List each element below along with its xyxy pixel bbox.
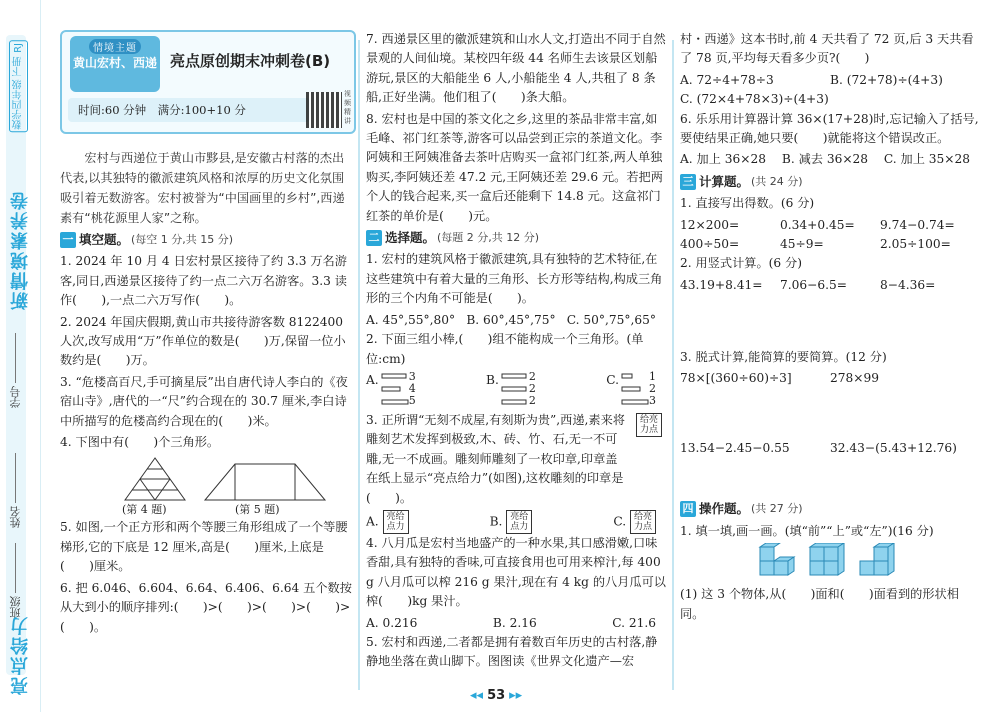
name-field[interactable] bbox=[8, 450, 24, 528]
option-b[interactable]: B. 减去 36×28 bbox=[781, 152, 869, 167]
triangle-figures bbox=[60, 454, 352, 518]
topic-name: 黄山宏村、西递 bbox=[72, 56, 157, 70]
choice-4-options bbox=[366, 614, 666, 633]
section-note: (每空 1 分,共 15 分) bbox=[131, 233, 234, 246]
stamp-image: 给亮力点 bbox=[636, 413, 662, 437]
cube-stack-icon bbox=[758, 543, 898, 583]
section-number: 一 bbox=[60, 232, 76, 248]
calc-item[interactable]: 7.06−6.5= bbox=[780, 277, 847, 292]
trapezoid-figure-5 bbox=[205, 464, 325, 500]
section-1-heading bbox=[60, 230, 352, 249]
section-number: 三 bbox=[680, 174, 696, 190]
question-1: 1. 2024 年 10 月 4 日宏村景区接待了约 3.3 万名游客,同日,西递景区接待了约一点二六万名游客。3.3 读作( ),一点二六万写作( )。 bbox=[60, 254, 347, 308]
choice-6-options bbox=[680, 150, 980, 169]
section-number: 四 bbox=[680, 501, 696, 517]
question-3: 3. “危楼高百尺,手可摘星辰”出自唐代诗人李白的《夜宿山寺》,唐代的一“尺”约合现在的 30.7 厘米,李白诗中所描写的危楼高约合现在的( )米。 bbox=[60, 374, 348, 428]
figure-5-caption: (第 5 题) bbox=[235, 503, 280, 517]
question-7: 7. 西递景区里的徽派建筑和山水人文,打造出不同于自然景观的人间仙境。某校四年级 44 名师生去该景区划船游玩,景区的大船能坐 6 人,小船能坐 4 人,共租了 8 条船,正好坐满。他们租了( )条大船。 bbox=[366, 32, 666, 105]
id-field[interactable] bbox=[8, 330, 24, 408]
option-a[interactable]: A. 亮给点力 bbox=[366, 510, 409, 534]
subject-label: 数学四年级 下册 RJ bbox=[9, 40, 28, 132]
option-a[interactable]: A. 72÷4+78÷3 bbox=[680, 72, 774, 87]
question-6: 6. 把 6.046、6.604、6.64、6.406、6.64 五个数按从大到小的顺序排列:( )>( )>( )>( )>( )。 bbox=[60, 580, 352, 634]
option-c[interactable]: C. 加上 35×28 bbox=[883, 152, 970, 167]
exam-header bbox=[60, 30, 356, 134]
section-title: 填空题。 bbox=[79, 232, 130, 247]
qr-code-icon[interactable] bbox=[306, 92, 342, 128]
section-3-heading bbox=[680, 172, 980, 191]
section-title: 选择题。 bbox=[385, 230, 436, 246]
exam-title: 亮点原创期末冲刺卷(B) bbox=[170, 52, 331, 70]
calc-item[interactable]: 2.05÷100= bbox=[880, 237, 951, 252]
calc-item[interactable]: 0.34+0.45= bbox=[780, 217, 855, 232]
brand-title-top: 新情境素养卷 bbox=[10, 190, 31, 310]
option-c[interactable]: C. (72×4+78×3)÷(4+3) bbox=[680, 92, 829, 107]
choice-3: 3. 正所谓“无刻不成屋,有刻斯为贵”,西递,素来将雕刻艺术发挥到极致,木、砖、竹、石,无一不可雕,无一不成画。雕刻师雕刻了一枚印章,印章盖在纸上显示“亮点给力”(如图),这枚雕刻的印章是( )。 给亮力点 bbox=[366, 411, 666, 508]
operation-1: 1. 填一填,画一画。(填“前”“上”或“左”)(16 分) bbox=[680, 523, 934, 538]
class-label: 班级 bbox=[9, 596, 22, 618]
question-8: 8. 宏村也是中国的茶文化之乡,这里的茶品非常丰富,如毛峰、祁门红茶等,游客可以品尝到正宗的茶道文化。李阿姨和王阿姨准备去茶叶店购买一盒祁门红茶,两人单独购买,李阿姨还差 47.2 元,王阿姨还差 29.6 元。若把两个人的钱合起来,买一盒后还能剩下 14.8 元。这盒祁门红茶的单价是( )元。 bbox=[366, 111, 663, 223]
section-note: (每题 2 分,共 12 分) bbox=[437, 231, 540, 245]
calc-1-items bbox=[680, 216, 980, 255]
intro-paragraph: 宏村与西递位于黄山市黟县,是安徽古村落的杰出代表,以其独特的徽派建筑风格和浓厚的历史文化氛围吸引着无数游客。宏村被誉为“中国画里的乡村”,西递素有“桃花源里人家”之称。 bbox=[60, 151, 345, 225]
column-2 bbox=[366, 30, 666, 674]
option-a[interactable]: A. 3 4 5 bbox=[366, 369, 416, 407]
section-number: 二 bbox=[366, 230, 382, 246]
calc-item[interactable]: 45÷9= bbox=[780, 237, 824, 252]
sidebar bbox=[0, 0, 41, 712]
sticks-icon bbox=[499, 371, 529, 409]
option-b[interactable]: B. 亮给点力 bbox=[490, 510, 533, 534]
figures-4-5 bbox=[60, 454, 352, 518]
choice-1: 1. 宏村的建筑风格于徽派建筑,具有独特的艺术特征,在这些建筑中有着大量的三角形、长方形等结构,构成三角形的三个内角不可能是( )。 bbox=[366, 252, 663, 306]
column-divider bbox=[358, 40, 360, 690]
page-number: ◂◂ 53 ▸▸ bbox=[470, 688, 523, 703]
option-a[interactable]: A. 加上 36×28 bbox=[680, 152, 767, 167]
option-b[interactable]: B. 2.16 bbox=[492, 615, 537, 630]
question-2: 2. 2024 年国庆假期,黄山市共接待游客数 8122400 人次,改写成用“万”作单位的数是( )万,保留一位小数约是( )万。 bbox=[60, 314, 346, 368]
section-note: (共 24 分) bbox=[751, 174, 803, 188]
stamp-option-c: 给亮力点 bbox=[630, 510, 656, 534]
option-b[interactable]: B. 2 2 2 bbox=[486, 369, 536, 407]
section-4-heading bbox=[680, 499, 980, 518]
name-label: 姓名 bbox=[9, 506, 22, 528]
option-a[interactable]: A. 45°,55°,80° bbox=[366, 312, 456, 327]
option-c[interactable]: C. 给亮力点 bbox=[613, 510, 656, 534]
stamp-option-a: 亮给点力 bbox=[383, 510, 409, 534]
triangle-figure-4 bbox=[125, 458, 185, 500]
section-title: 计算题。 bbox=[699, 173, 750, 189]
calc-item[interactable]: 9.74−0.74= bbox=[880, 217, 955, 232]
option-c[interactable]: C. 1 2 3 bbox=[606, 369, 656, 407]
section-2-heading bbox=[366, 228, 666, 247]
calc-item[interactable]: 400÷50= bbox=[680, 237, 740, 252]
choice-2: 2. 下面三组小棒,( )组不能构成一个三角形。(单位:cm) bbox=[366, 332, 644, 366]
calc-item[interactable]: 78×[(360÷60)÷3] bbox=[680, 371, 792, 386]
calc-item[interactable]: 13.54−2.45−0.55 bbox=[680, 441, 790, 456]
column-divider bbox=[672, 40, 674, 690]
column-3 bbox=[680, 30, 980, 626]
topic-badge bbox=[70, 36, 160, 92]
figure-4-caption: (第 4 题) bbox=[122, 503, 167, 517]
choice-2-options bbox=[366, 371, 666, 411]
brand-title-bottom: 亮点给力 bbox=[10, 615, 31, 695]
class-field[interactable] bbox=[8, 540, 24, 618]
calc-item[interactable]: 32.43−(5.43+12.76) bbox=[830, 441, 957, 456]
id-label: 学号 bbox=[9, 386, 22, 408]
sticks-icon bbox=[379, 371, 409, 409]
calc-item[interactable]: 8−4.36= bbox=[880, 277, 936, 292]
option-b[interactable]: B. (72+78)÷(4+3) bbox=[830, 72, 943, 87]
choice-5-continued: 村・西递》这本书时,前 4 天共看了 72 页,后 3 天共看了 78 页,平均每天看多少页?( ) bbox=[680, 32, 974, 66]
option-b[interactable]: B. 60°,45°,75° bbox=[466, 312, 556, 327]
cube-figures bbox=[680, 543, 980, 585]
calc-2: 2. 用竖式计算。(6 分) bbox=[680, 256, 802, 271]
section-note: (共 27 分) bbox=[751, 502, 803, 516]
stamp-option-b: 亮给点力 bbox=[506, 510, 532, 534]
calc-1: 1. 直接写出得数。(6 分) bbox=[680, 196, 815, 211]
time-info: 时间:60 分钟 满分:100+10 分 bbox=[68, 98, 310, 122]
calc-3: 3. 脱式计算,能简算的要简算。(12 分) bbox=[680, 349, 887, 364]
option-a[interactable]: A. 0.216 bbox=[366, 615, 418, 630]
option-c[interactable]: C. 21.6 bbox=[612, 615, 656, 630]
calc-2-items bbox=[680, 276, 980, 348]
choice-4: 4. 八月瓜是宏村当地盛产的一种水果,其口感滑嫩,口味香甜,具有独特的香味,可直接食用也可用来榨汁,每 400 g 八月瓜可以榨 216 g 果汁,现在有 4 kg 的八月瓜可以榨( )kg 果汁。 bbox=[366, 535, 666, 609]
sticks-icon bbox=[619, 371, 649, 409]
choice-1-options bbox=[366, 311, 666, 330]
calc-item[interactable]: 278×99 bbox=[830, 371, 879, 386]
section-title: 操作题。 bbox=[699, 501, 750, 517]
operation-1-sub-1: (1) 这 3 个物体,从( )面和( )面看到的形状相同。 bbox=[680, 587, 959, 621]
qr-label: 视频精讲 bbox=[344, 90, 351, 125]
calc-item[interactable]: 12×200= bbox=[680, 217, 740, 232]
choice-6: 6. 乐乐用计算器计算 36×(17+28)时,忘记输入了括号,要使结果正确,她只要( )就能将这个错误改正。 bbox=[680, 111, 979, 146]
choice-3-options bbox=[366, 510, 666, 534]
choice-5-options bbox=[680, 71, 980, 110]
calc-item[interactable]: 43.19+8.41= bbox=[680, 277, 763, 292]
topic-tag: 情境主题 bbox=[89, 39, 141, 54]
column-1 bbox=[60, 228, 352, 639]
choice-5: 5. 宏村和西递,二者都是拥有着数百年历史的古村落,静静地坐落在黄山脚下。图图读《世界文化遗产—宏 bbox=[366, 634, 658, 669]
calc-3-row-1 bbox=[680, 369, 980, 439]
calc-3-row-2 bbox=[680, 439, 980, 497]
option-c[interactable]: C. 50°,75°,65° bbox=[566, 312, 656, 327]
question-5: 5. 如图,一个正方形和两个等腰三角形组成了一个等腰梯形,它的下底是 12 厘米,高是( )厘米,上底是( )厘米。 bbox=[60, 520, 348, 574]
question-4: 4. 下图中有( )个三角形。 bbox=[60, 435, 220, 450]
